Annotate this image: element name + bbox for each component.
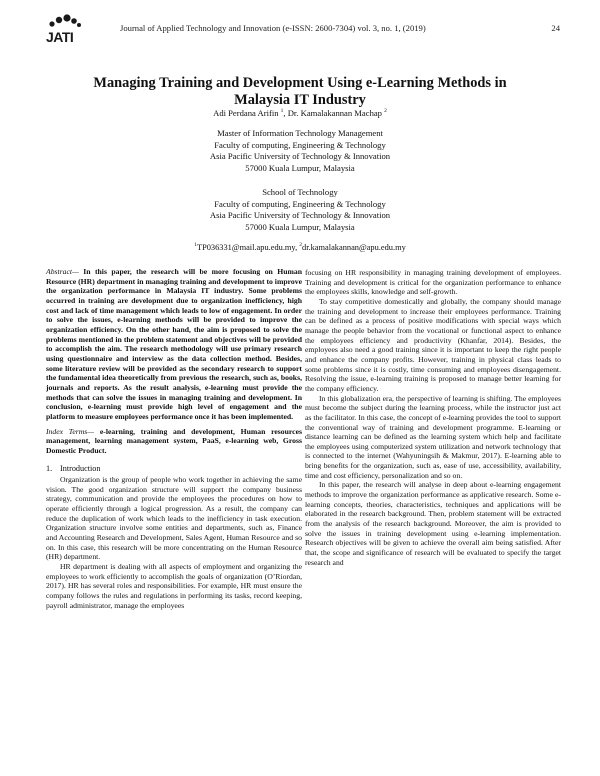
abstract-label: Abstract— [46, 267, 79, 276]
index-terms-text: e-learning, training and development, Human resources management, learning management system, PaaS, e-learning web, Gross Domestic Product. [46, 426, 302, 455]
affiliation-1-line: Asia Pacific University of Technology & Innovation [209, 151, 391, 162]
email-1[interactable]: TP036331@mail.apu.edu.my [196, 243, 296, 252]
email-2[interactable]: dr.kamalakannan@apu.edu.my [302, 243, 406, 252]
index-terms [46, 427, 302, 456]
affiliation-1-line: Master of Information Technology Management [217, 128, 383, 138]
page-header [46, 10, 570, 46]
paper-title [50, 75, 550, 109]
title-line-1: Managing Training and Development Using e-Learning Methods in [93, 75, 507, 91]
author-emails [50, 243, 550, 252]
left-column [46, 267, 302, 610]
affiliation-1-line: Faculty of computing, Engineering & Technology [214, 139, 386, 150]
body-paragraph: In this globalization era, the perspective of learning is shifting. The employees must become the subject during the learning process, while the instructor just act as the facilitator. In this case, the concept of e-learning provides the tool to support the conventional way of training and development programme. E-learning or distance learning can be defined as the learning system which help and facilitate the employees using computerized system utilization and network technology that is connected to the internet (Wahyuningsih & Makmur, 2017). E-learning able to bring benefits for the organization, such as, ease of use, accessibility, availability, time and cost efficiency, personalization and so on. [305, 393, 561, 480]
index-terms-label: Index Terms— [46, 426, 95, 436]
logo-wordmark: JATI [46, 29, 74, 45]
affiliation-2-line: Asia Pacific University of Technology & Innovation [209, 210, 391, 221]
title-line-2: Malaysia IT Industry [234, 92, 366, 108]
body-paragraph: To stay competitive domestically and globally, the company should manage the training and development to increase their employees performance. Training can be defined as a process of positive modifications with special ways which manage the people behavior from the vocational or functional aspect to enhance the employees efficiency and productivity (Khanfar, 2014). Besides, the employees also need a good training since it is important to keep the right people and enhance the company profits. However, training in physical class leads to some problems since it is costly, time consuming and employees disengagement. Resolving the issue, e-learning training is proposed to manage better learning for the company efficiency. [305, 296, 561, 393]
section-heading [46, 464, 302, 474]
author-1-marker: 1 [280, 108, 284, 115]
affiliation-2-line: 57000 Kuala Lumpur, Malaysia [245, 221, 355, 232]
email-1-marker: 1 [194, 242, 197, 249]
author-2-marker: 2 [384, 108, 387, 115]
page-number: 24 [551, 23, 560, 33]
author-1: Adi Perdana Arifin [213, 108, 279, 118]
body-paragraph: Organization is the group of people who work together in achieving the same vision. The good organization structure will support the company business strategy, communication and provide the employees the procedures on how to operate efficiently through a logical progression. As a result, the company can reduce the duplication of work which leads to the inefficiency in task execution. Organization structure involve some entities and departments, such as, Finance and Accounting Research and Development, Sales Agent, Human Resource and so on. In this case, this research will be more concentrating on the Human Resource (HR) department. [46, 475, 302, 562]
affiliation-2-line: School of Technology [262, 187, 338, 197]
jati-logo [46, 12, 90, 46]
body-paragraph: HR department is dealing with all aspects of employment and organizing the employees to work efficiently to accomplish the goals of organization (O’Riordan, 2017). HR has several roles and responsibilities. For example, HR must ensure the company follows the rules and regulations in performing its tasks, record keeping, payroll administrator, manage the employees [46, 562, 302, 610]
affiliation-1 [50, 128, 550, 174]
body-paragraph: focusing on HR responsibility in managing training development of employees. Training and development is critical for the organization performance to enhance the employees skills, knowledge and self-growth. [305, 268, 561, 297]
email-2-marker: 2 [299, 242, 303, 249]
affiliation-1-line: 57000 Kuala Lumpur, Malaysia [245, 162, 355, 173]
email-separator: , [295, 243, 300, 252]
body-paragraph: In this paper, the research will analyse in deep about e-learning engagement methods to improve the organization performance as applicative research. Some e-learning concepts, theories, characteristics, techniques and applications will be elaborated in the research background. Then, problem statement will be extracted from the analysis of the research background. Moreover, the aim is provided to solve the issues in training development using e-learning implementation. Research objectives will be given to achieve the overall aim being satisfied. After that, the scope and significance of research will be evaluated to specify the target research and [305, 480, 561, 567]
section-title: Introduction [60, 464, 101, 474]
right-column [305, 268, 561, 567]
abstract [46, 267, 302, 422]
abstract-text: In this paper, the research will be more focusing on Human Resource (HR) department in managing training and development to improve the organization performance in Malaysia IT industry. Some problems occurred in training are development due to organization inefficiency, high cost and lack of time management which leads to low of engagement. In order to solve the issues, e-learning methods will be provided to improve the organization efficiency. On the other hand, the aim is proposed to solve the problems mentioned in the problem statement and objectives will be provided to accomplish the aim. The research methodology will use primary research using questionnaire and interview as the data collection method. Besides, some literature review will be provided as the secondary research to support the fundamental idea theoretically from previous the research, such as, books, journals and reports. As the result analysis, e-learning must provide the methods that can solve the issues in managing training and development. In conclusion, e-learning must provide high level of engagement and the platform to measure employees performance once it has been implemented. [46, 267, 302, 421]
author-2: Kamalakannan Machap [300, 108, 382, 118]
section-number: 1. [46, 464, 53, 474]
author-list [50, 108, 550, 118]
affiliation-2-line: Faculty of computing, Engineering & Technology [214, 198, 386, 209]
logo-graphic-icon [46, 12, 90, 30]
affiliation-2 [50, 187, 550, 233]
journal-citation: Journal of Applied Technology and Innovation (e-ISSN: 2600-7304) vol. 3, no. 1, (2019) [120, 23, 426, 33]
author-separator: , Dr. [283, 108, 301, 118]
